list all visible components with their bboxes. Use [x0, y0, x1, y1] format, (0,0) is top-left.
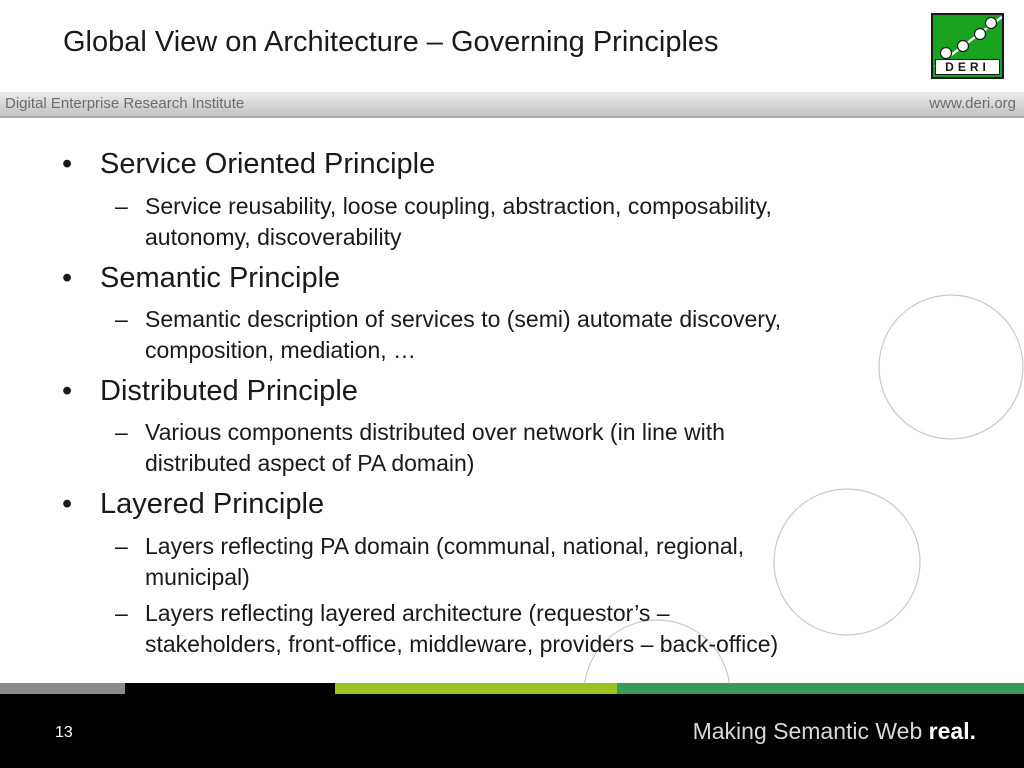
page-number: 13 [55, 724, 73, 741]
slide-title: Global View on Architecture – Governing Principles [63, 26, 719, 58]
detail-text [145, 598, 778, 660]
dash-marker: – [115, 600, 128, 626]
tagline [693, 718, 976, 745]
detail-line: Semantic description of services to (semi) automate discovery, [145, 306, 782, 332]
bullet-marker: • [62, 262, 73, 294]
institute-name: Digital Enterprise Research Institute [5, 95, 245, 112]
principle-label: Distributed Principle [100, 375, 358, 407]
website-url: www.deri.org [929, 95, 1016, 112]
detail-line: distributed aspect of PA domain) [145, 450, 475, 476]
principle-label: Layered Principle [100, 488, 325, 520]
footer [0, 694, 1024, 768]
detail-line: autonomy, discoverability [145, 224, 402, 250]
logo-text: DERI [935, 59, 1000, 75]
detail-line: composition, mediation, … [145, 337, 417, 363]
detail-line: Service reusability, loose coupling, abstraction, composability, [145, 193, 772, 219]
detail-text [145, 191, 772, 253]
tagline-regular: Making Semantic Web [692, 718, 929, 744]
detail-line: Layers reflecting layered architecture (requestor’s – [145, 600, 670, 626]
tagline-bold: real. [928, 718, 976, 744]
detail-text [145, 304, 781, 366]
dash-marker: – [115, 533, 128, 559]
detail-line: Various components distributed over network (in line with [145, 419, 725, 445]
dash-marker: – [115, 306, 128, 332]
detail-line: stakeholders, front-office, middleware, providers – back-office) [145, 631, 779, 657]
detail-text [145, 531, 744, 593]
detail-text [145, 417, 725, 479]
bullet-marker: • [62, 148, 73, 180]
bullet-marker: • [62, 375, 73, 407]
detail-line: Layers reflecting PA domain (communal, national, regional, [145, 533, 745, 559]
bullet-marker: • [62, 488, 73, 520]
dash-marker: – [115, 419, 128, 445]
dash-marker: – [115, 193, 128, 219]
principle-label: Service Oriented Principle [100, 148, 436, 180]
detail-line: municipal) [145, 564, 250, 590]
principle-label: Semantic Principle [100, 262, 341, 294]
